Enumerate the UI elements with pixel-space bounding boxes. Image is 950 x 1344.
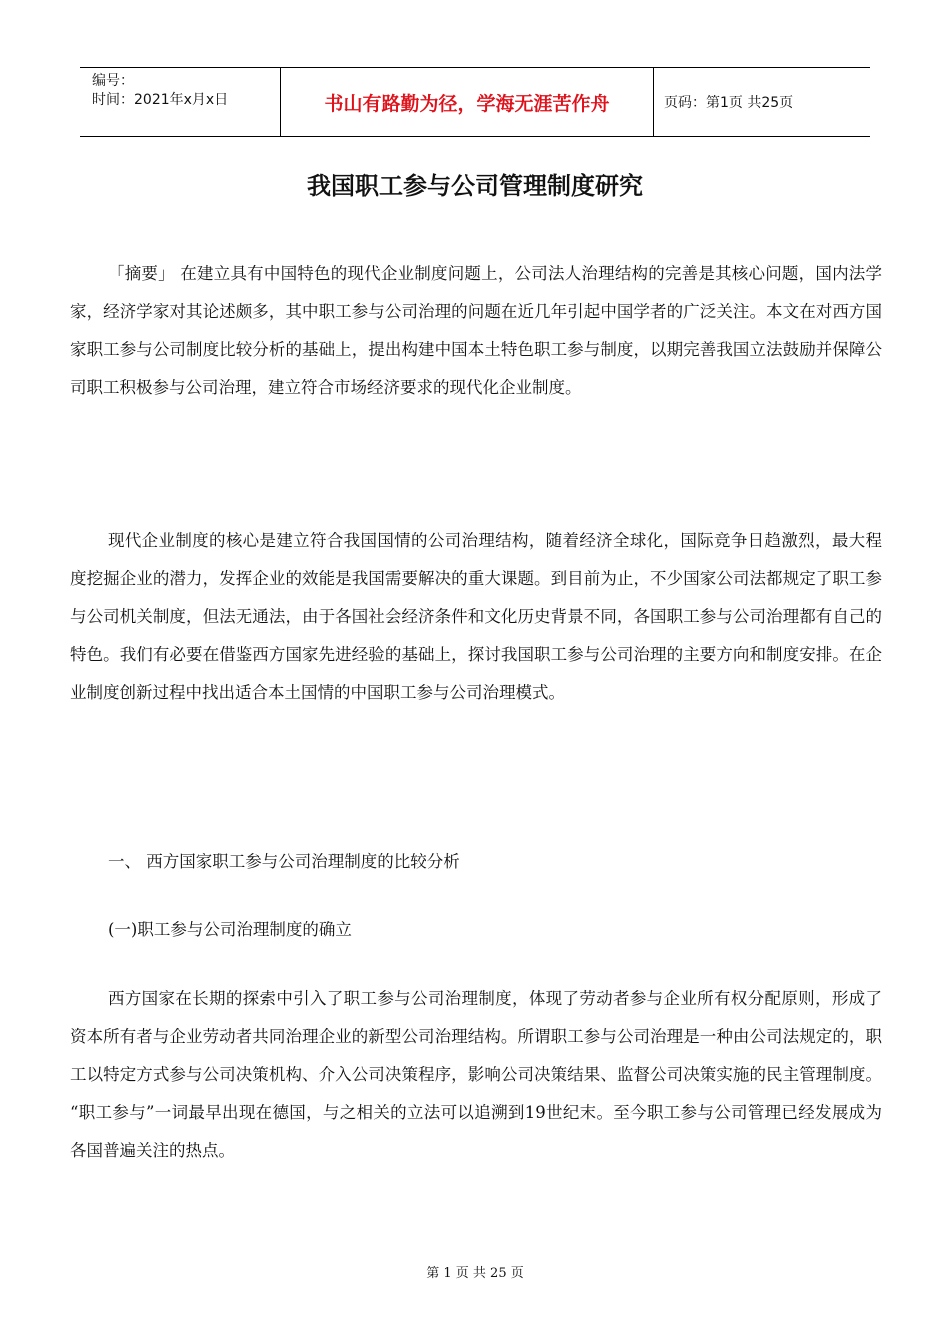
document-time: 时间：2021年x月x日 — [92, 92, 229, 108]
section-heading-1: 一、 西方国家职工参与公司治理制度的比较分析 — [108, 852, 460, 871]
header-page-info: 页码：第1页 共25页 — [664, 95, 794, 111]
page-header — [80, 67, 870, 137]
document-number: 编号： — [92, 73, 134, 89]
subsection-heading-1: (一)职工参与公司治理制度的确立 — [108, 920, 352, 939]
body-paragraph-2: 西方国家在长期的探索中引入了职工参与公司治理制度，体现了劳动者参与企业所有权分配原则，形成了资本所有者与企业劳动者共同治理企业的新型公司治理结构。所谓职工参与公司治理是一种由公司法规定的，职工以特定方式参与公司决策机构、介入公司决策程序，影响公司决策结果、监督公司决策实施的民主管理制度。 “职工参与”一词最早出现在德国，与之相关的立法可以追溯到19世纪末。至今职工参与公司管理已经发展成为各国普遍关注的热点。 — [70, 989, 882, 1160]
page-footer: 第 1 页 共 25 页 — [426, 1266, 524, 1281]
document-title: 我国职工参与公司管理制度研究 — [307, 172, 643, 200]
header-motto: 书山有路勤为径，学海无涯苦作舟 — [280, 68, 654, 136]
header-meta — [80, 68, 280, 136]
body-paragraph-1: 现代企业制度的核心是建立符合我国国情的公司治理结构，随着经济全球化，国际竞争日趋激烈，最大程度挖掘企业的潜力，发挥企业的效能是我国需要解决的重大课题。到目前为止，不少国家公司法都规定了职工参与公司机关制度，但法无通法，由于各国社会经济条件和文化历史背景不同，各国职工参与公司治理都有自己的特色。我们有必要在借鉴西方国家先进经验的基础上，探讨我国职工参与公司治理的主要方向和制度安排。在企业制度创新过程中找出适合本土国情的中国职工参与公司治理模式。 — [70, 531, 882, 702]
abstract-paragraph: 「摘要」 在建立具有中国特色的现代企业制度问题上，公司法人治理结构的完善是其核心问题，国内法学家，经济学家对其论述颇多，其中职工参与公司治理的问题在近几年引起中国学者的广泛关注。本文在对西方国家职工参与公司制度比较分析的基础上，提出构建中国本土特色职工参与制度，以期完善我国立法鼓励并保障公司职工积极参与公司治理，建立符合市场经济要求的现代化企业制度。 — [70, 264, 882, 397]
